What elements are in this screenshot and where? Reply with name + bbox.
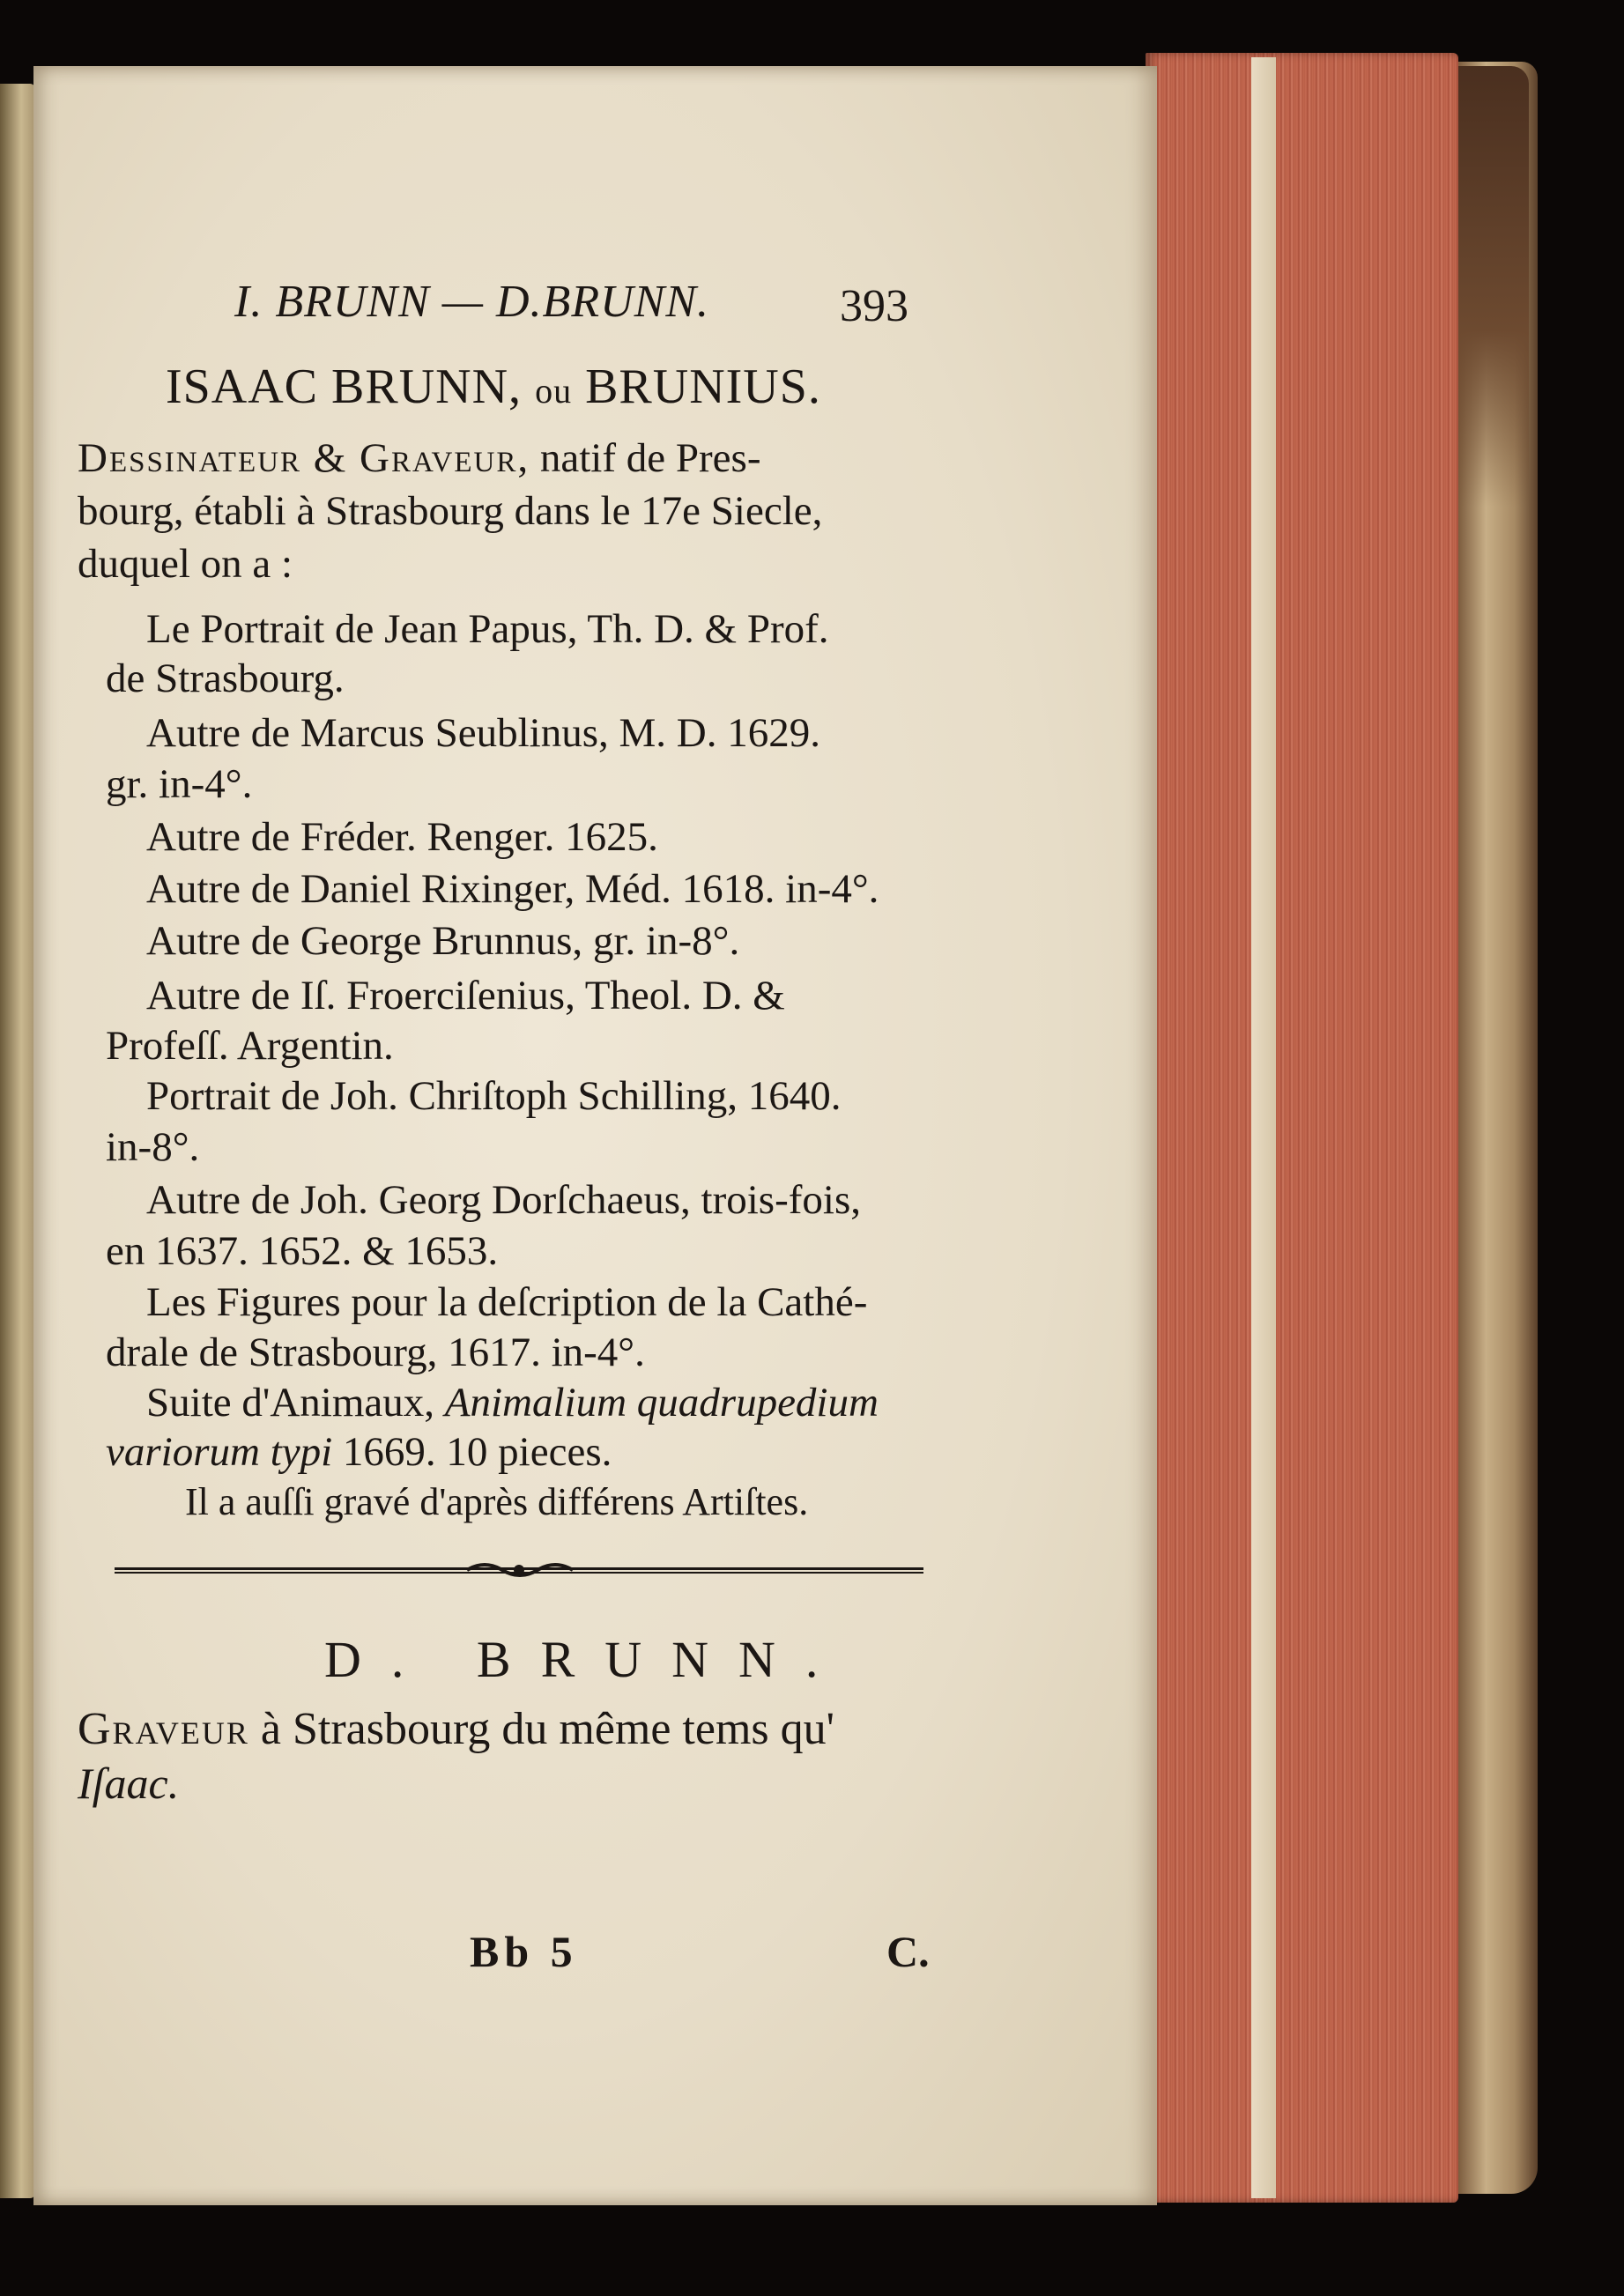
- catchword: C.: [886, 1927, 930, 1976]
- title-ou: ou: [535, 371, 573, 411]
- entry-line: Autre de Iſ. Froerciſenius, Theol. D. &: [146, 973, 785, 1018]
- entry-line: Profeſſ. Argentin.: [106, 1023, 394, 1069]
- suite-line-2: [106, 1428, 612, 1476]
- running-head: I. BRUNN — D.BRUNN.: [234, 277, 709, 327]
- page-block-edges: [1146, 53, 1458, 2203]
- suite-latin-title-end: variorum typi: [106, 1429, 333, 1475]
- entry-line: drale de Strasbourg, 1617. in-4°.: [106, 1329, 645, 1375]
- entry-line: Autre de Joh. Georg Dorſchaeus, trois-fois,: [146, 1177, 862, 1223]
- section2-line-2: Iſaac.: [78, 1759, 180, 1808]
- suite-details: 1669. 10 pieces.: [342, 1429, 612, 1475]
- intro-line-1-rest: natif de Pres-: [539, 435, 761, 481]
- intro-line-2: bourg, établi à Strasbourg dans le 17e Siecle,: [78, 488, 823, 534]
- section2-caps: Graveur: [78, 1704, 249, 1754]
- intro-line-1: [78, 434, 760, 482]
- entry-line: in-8°.: [106, 1124, 200, 1170]
- facing-page-edge: [0, 84, 35, 2198]
- suite-text: Suite d'Animaux,: [146, 1380, 435, 1426]
- intro-caps: Dessinateur & Graveur,: [78, 435, 530, 481]
- section-title-isaac-brunn: [166, 359, 821, 415]
- section2-line-1-rest: à Strasbourg du même tems qu': [260, 1704, 835, 1754]
- entry-line: de Strasbourg.: [106, 655, 345, 701]
- entry-line: Le Portrait de Jean Papus, Th. D. & Prof.: [146, 606, 829, 652]
- section-title-d-brunn: D. BRUNN.: [324, 1631, 849, 1688]
- book-page: [33, 66, 1157, 2205]
- entry-line: Les Figures pour la deſcription de la Cathé-: [146, 1279, 868, 1325]
- signature-mark: Bb 5: [470, 1927, 578, 1976]
- entry-line: en 1637. 1652. & 1653.: [106, 1228, 499, 1274]
- title-alt-name: BRUNIUS.: [585, 359, 821, 414]
- title-name: ISAAC BRUNN,: [166, 359, 523, 414]
- suite-latin-title: Animalium quadrupedium: [444, 1380, 879, 1426]
- page-block-highlight: [1251, 57, 1276, 2198]
- entry-line: Autre de Marcus Seublinus, M. D. 1629.: [146, 710, 820, 756]
- entry-line: Autre de Daniel Rixinger, Méd. 1618. in-4°.: [146, 866, 879, 912]
- intro-line-3: duquel on a :: [78, 541, 293, 587]
- entry-line: Autre de Fréder. Renger. 1625.: [146, 814, 658, 860]
- entry-line: Autre de George Brunnus, gr. in-8°.: [146, 918, 740, 964]
- ornamental-divider: [115, 1562, 923, 1578]
- entry-line: gr. in-4°.: [106, 761, 253, 807]
- suite-line-1: [146, 1379, 879, 1426]
- note-line: Il a auſſi gravé d'après différens Artiſtes.: [185, 1480, 809, 1523]
- entry-line: Portrait de Joh. Chriſtoph Schilling, 1640.: [146, 1073, 842, 1119]
- page-number: 393: [840, 281, 908, 331]
- section2-line-1: [78, 1703, 834, 1755]
